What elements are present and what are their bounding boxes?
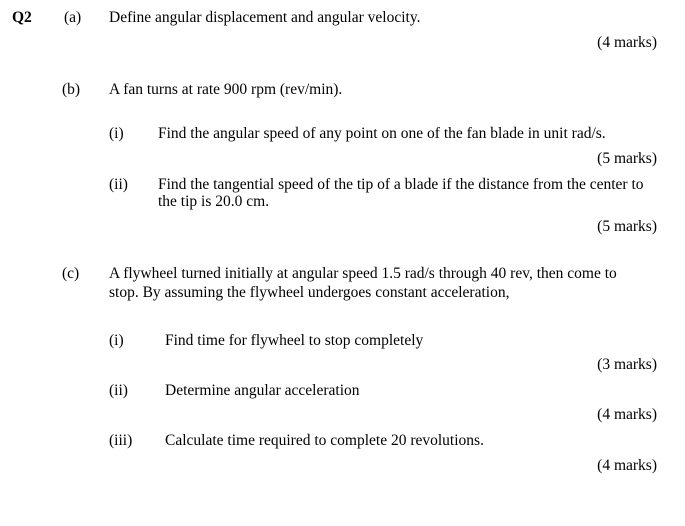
part-c-iii-marks: (4 marks) [597, 457, 657, 474]
part-b-ii-text-line2: the tip is 20.0 cm. [158, 193, 270, 210]
part-b-ii-label: (ii) [109, 176, 128, 193]
part-b-ii-text-line1: Find the tangential speed of the tip of a blade if the distance from the center to [158, 176, 644, 193]
part-a-label: (a) [64, 9, 82, 26]
part-b-text: A fan turns at rate 900 rpm (rev/min). [109, 81, 343, 98]
part-a-marks: (4 marks) [597, 34, 657, 51]
part-a-text: Define angular displacement and angular velocity. [109, 9, 421, 26]
part-c-text-line1: A flywheel turned initially at angular speed 1.5 rad/s through 40 rev, then come to [109, 265, 617, 282]
part-c-i-text: Find time for flywheel to stop completely [165, 332, 424, 349]
part-b-i-marks: (5 marks) [597, 150, 657, 167]
part-c-ii-text: Determine angular acceleration [165, 382, 360, 399]
part-b-i-text: Find the angular speed of any point on one of the fan blade in unit rad/s. [158, 125, 606, 142]
part-c-ii-marks: (4 marks) [597, 406, 657, 423]
part-b-label: (b) [62, 81, 81, 98]
question-number: Q2 [12, 9, 32, 26]
part-c-iii-text: Calculate time required to complete 20 revolutions. [165, 432, 484, 449]
part-c-i-label: (i) [109, 332, 124, 349]
part-c-text-line2: stop. By assuming the flywheel undergoes constant acceleration, [109, 284, 510, 301]
part-c-i-marks: (3 marks) [597, 356, 657, 373]
part-c-ii-label: (ii) [109, 382, 128, 399]
part-c-label: (c) [62, 265, 80, 282]
part-b-ii-marks: (5 marks) [597, 218, 657, 235]
part-b-i-label: (i) [109, 125, 124, 142]
part-c-iii-label: (iii) [109, 432, 133, 449]
